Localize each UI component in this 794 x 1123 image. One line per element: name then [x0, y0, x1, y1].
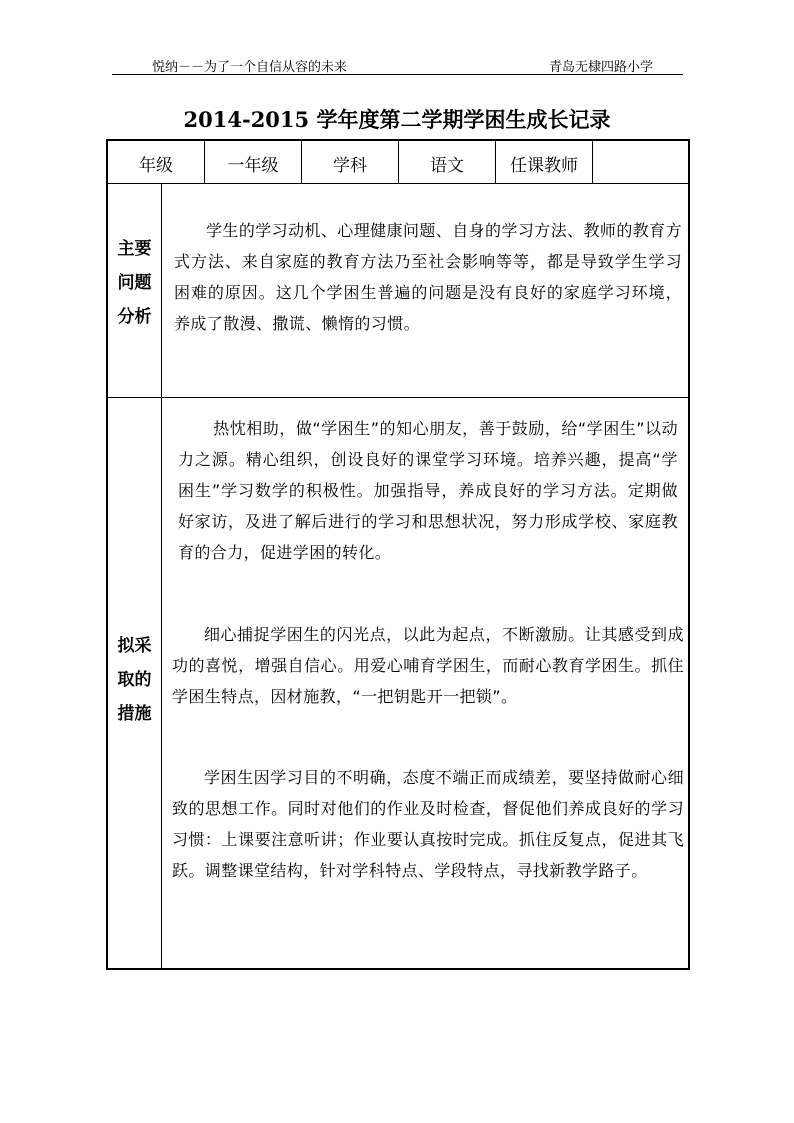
measures-paragraph-3: 学困生因学习目的不明确，态度不端正而成绩差，要坚持做耐心细致的思想工作。同时对他们的作业及时检查，督促他们养成良好的学习习惯：上课要注意听讲；作业要认真按时完成。抓住反复点，促进其飞跃。调整课堂结构，针对学科特点、学段特点，寻找新教学路子。 — [172, 768, 684, 880]
grade-label: 年级 — [139, 156, 173, 176]
column-divider — [592, 141, 593, 183]
analysis-label-line: 问题 — [117, 273, 152, 293]
header-rule — [112, 74, 683, 75]
analysis-text — [174, 215, 682, 339]
measures-paragraph-2: 细心捕捉学困生的闪光点，以此为起点，不断激励。让其感受到成功的喜悦，增强自信心。用爱心哺育学困生，而耐心教育学困生。抓住学困生特点，因材施教，“一把钥匙开一把锁”。 — [172, 625, 684, 706]
analysis-label-line: 主要 — [117, 239, 152, 259]
grade-value: 一年级 — [227, 156, 279, 176]
header-school-name: 青岛无棣四路小学 — [549, 60, 654, 75]
analysis-label-line: 分析 — [117, 307, 152, 327]
record-table — [106, 139, 690, 970]
measures-paragraph-1: 热忱相助，做“学困生”的知心朋友，善于鼓励，给“学困生”以动力之源。精心组织，创设良好的课堂学习环境。培养兴趣，提高“学困生”学习数学的积极性。加强指导，养成良好的学习方法。定期做好家访，及进了解后进行的学习和思想状况，努力形成学校、家庭教育的合力，促进学困的转化。 — [178, 419, 678, 562]
header-motto: 悦纳－－为了一个自信从容的未来 — [152, 60, 348, 75]
measures-label-line: 措施 — [117, 704, 152, 724]
analysis-paragraph: 学生的学习动机、心理健康问题、自身的学习方法、教师的教育方式方法、来自家庭的教育方法乃至社会影响等等，都是导致学生学习困难的原因。这几个学困生普遍的问题是没有良好的家庭学习环境，养成了散漫、撒谎、懒惰的习惯。 — [174, 221, 682, 333]
analysis-label — [108, 232, 161, 334]
label-column-divider — [161, 183, 162, 970]
measures-label-line: 拟采 — [117, 636, 152, 656]
measures-label — [108, 629, 161, 731]
page-title: 2014-2015 学年度第二学期学困生成长记录 — [183, 107, 611, 132]
subject-label: 学科 — [333, 156, 367, 176]
subject-value: 语文 — [430, 156, 464, 176]
row-divider — [108, 183, 688, 184]
teacher-label: 任课教师 — [510, 156, 578, 176]
row-divider — [108, 397, 688, 398]
measures-label-line: 取的 — [117, 670, 152, 690]
